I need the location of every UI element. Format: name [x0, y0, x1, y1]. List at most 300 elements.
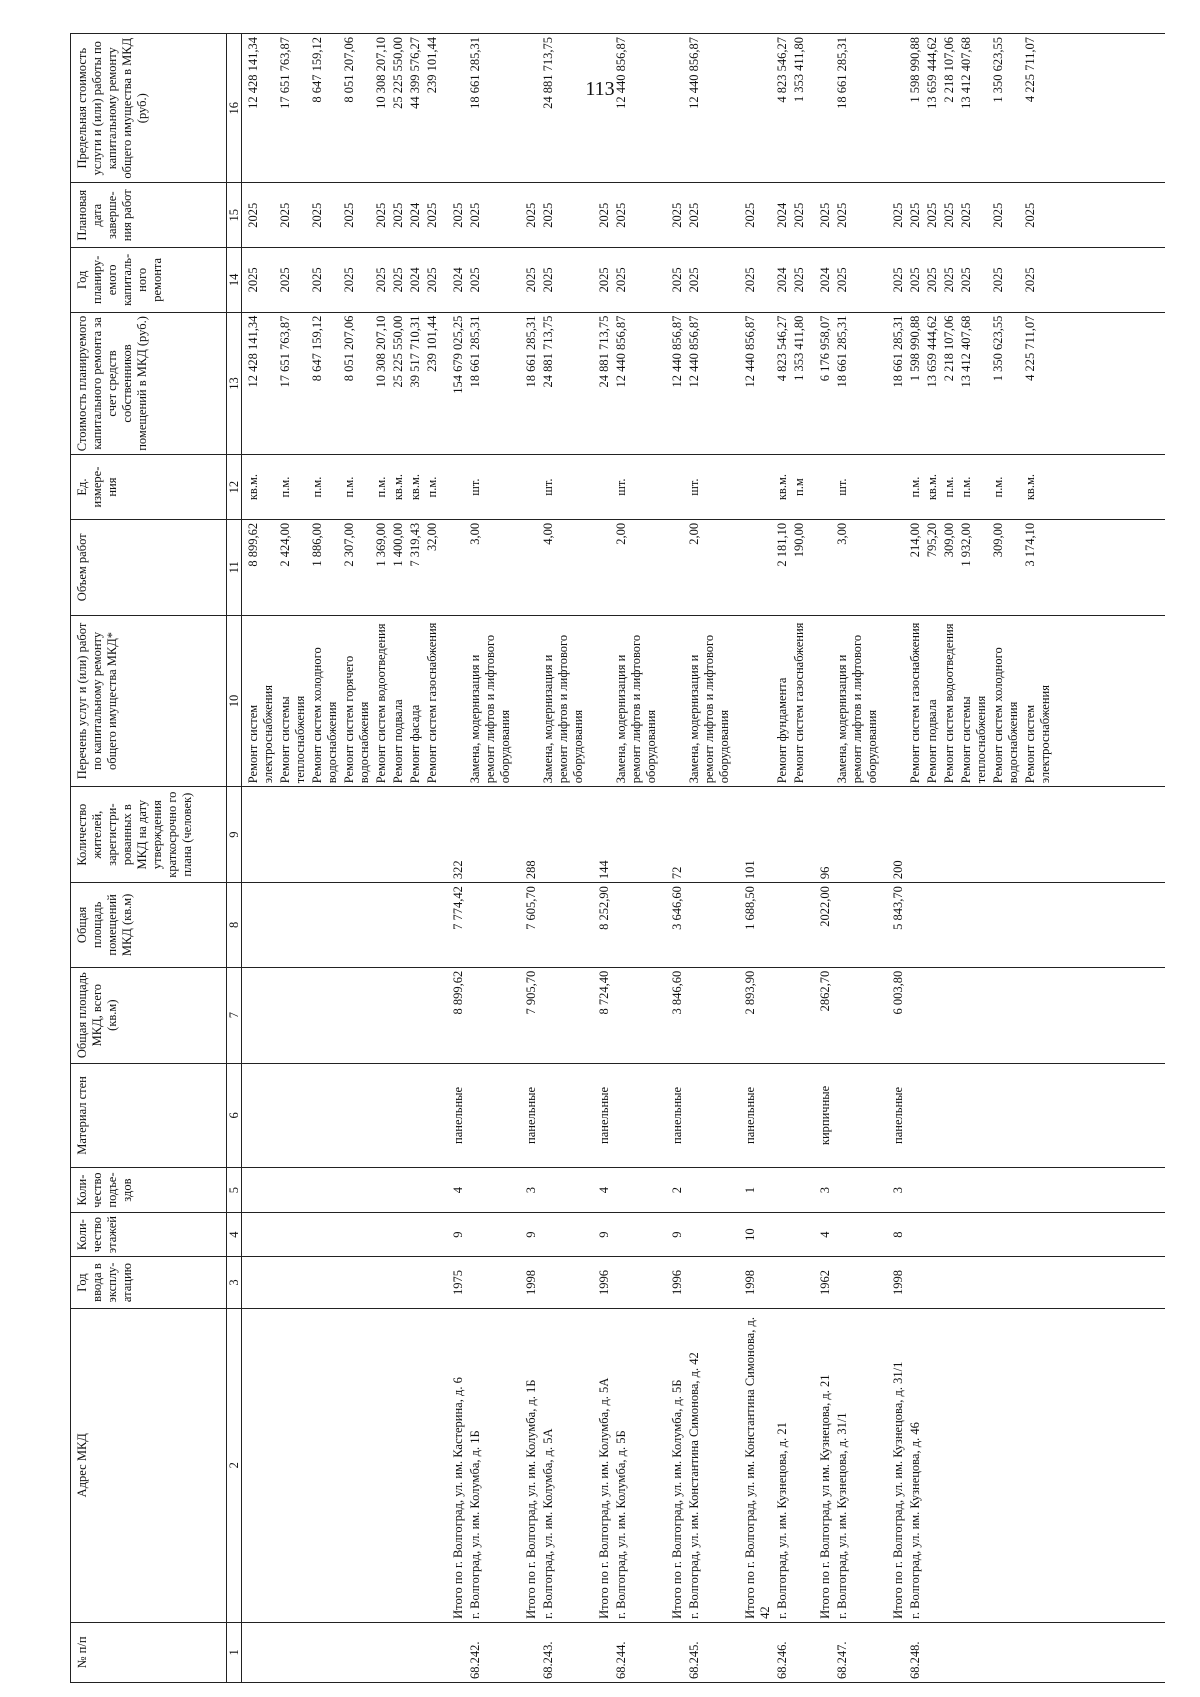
wall-material: панельные [441, 1063, 467, 1168]
row-number: 68.245. [686, 1622, 733, 1682]
column-number: 4 [227, 1212, 242, 1257]
wall-material [686, 1063, 733, 1168]
wall-material: панельные [660, 1063, 686, 1168]
total-area [686, 967, 733, 1063]
planned-cost: 17 651 763,87 [277, 312, 309, 455]
wall-material [277, 1063, 309, 1168]
column-number: 13 [227, 312, 242, 455]
commission-year [924, 1257, 941, 1308]
wall-material [540, 1063, 587, 1168]
planned-cost: 8 647 159,12 [309, 312, 341, 455]
entrances-count [941, 1168, 958, 1213]
entrances-count [924, 1168, 941, 1213]
row-number [881, 1622, 907, 1682]
completion-date: 2025 [277, 183, 309, 248]
cost-limit: 1 598 990,88 [907, 34, 924, 183]
row-number: 68.244. [613, 1622, 660, 1682]
unit: кв.м. [390, 455, 407, 520]
row-number [441, 1622, 467, 1682]
entrances-count [424, 1168, 441, 1213]
residents-count: 144 [587, 787, 613, 883]
entrances-count: 1 [733, 1168, 774, 1213]
work-type: Ремонт системы теплоснабжения [277, 615, 309, 787]
entrances-count [407, 1168, 424, 1213]
total-area [941, 967, 958, 1063]
commission-year [941, 1257, 958, 1308]
floors-count: 10 [733, 1212, 774, 1257]
total-area: 7 905,70 [514, 967, 540, 1063]
planned-cost: 13 659 444,62 [924, 312, 941, 455]
repair-year: 2025 [791, 248, 808, 313]
row-number: 68.248. [907, 1622, 924, 1682]
work-type: Ремонт систем электроснабжения [242, 615, 278, 787]
repair-year: 2025 [467, 248, 514, 313]
address [924, 1308, 941, 1622]
total-area [990, 967, 1022, 1063]
row-number [958, 1622, 990, 1682]
residents-count [309, 787, 341, 883]
work-volume: 1 886,00 [309, 519, 341, 615]
residents-count [277, 787, 309, 883]
cost-limit: 1 353 411,80 [791, 34, 808, 183]
column-header: Перечень услуг и (или) работ по капитальному ремонту общего имущества МКД* [71, 615, 227, 787]
work-volume: 214,00 [907, 519, 924, 615]
completion-date: 2025 [540, 183, 587, 248]
total-area [958, 967, 990, 1063]
filler-cell [1054, 1168, 1165, 1213]
commission-year [373, 1257, 390, 1308]
total-area: 2862,70 [808, 967, 834, 1063]
residents-count [924, 787, 941, 883]
repair-year: 2025 [990, 248, 1022, 313]
planned-cost: 2 218 107,06 [941, 312, 958, 455]
residents-count [613, 787, 660, 883]
unit [881, 455, 907, 520]
floors-count [774, 1212, 791, 1257]
filler-cell [1054, 34, 1165, 183]
work-type: Замена, модернизация и ремонт лифтов и лифтового оборудования [613, 615, 660, 787]
row-number [941, 1622, 958, 1682]
wall-material [791, 1063, 808, 1168]
floors-count [390, 1212, 407, 1257]
repair-year: 2025 [309, 248, 341, 313]
table-row [309, 34, 341, 1683]
filler-cell [1054, 183, 1165, 248]
premises-area: 7 605,70 [514, 883, 540, 968]
column-number: 1 [227, 1622, 242, 1682]
unit: шт. [467, 455, 514, 520]
commission-year [242, 1257, 278, 1308]
residents-count [990, 787, 1022, 883]
completion-date: 2025 [834, 183, 881, 248]
cost-limit: 13 412 407,68 [958, 34, 990, 183]
work-type [660, 615, 686, 787]
unit: шт. [540, 455, 587, 520]
premises-area: 5 843,70 [881, 883, 907, 968]
commission-year [309, 1257, 341, 1308]
row-number [660, 1622, 686, 1682]
unit: кв.м. [774, 455, 791, 520]
unit [587, 455, 613, 520]
completion-date: 2025 [514, 183, 540, 248]
address: г. Волгоград, ул. им. Кузнецова, д. 46 [907, 1308, 924, 1622]
cost-limit [660, 34, 686, 183]
floors-count: 9 [441, 1212, 467, 1257]
column-number: 15 [227, 183, 242, 248]
repair-year: 2025 [941, 248, 958, 313]
filler-cell [1054, 787, 1165, 883]
entrances-count [309, 1168, 341, 1213]
residents-count [424, 787, 441, 883]
address [242, 1308, 278, 1622]
premises-area: 8 252,90 [587, 883, 613, 968]
total-area [1022, 967, 1054, 1063]
repair-year: 2025 [686, 248, 733, 313]
column-header: Плановая дата заверше-ния работ [71, 183, 227, 248]
premises-area [958, 883, 990, 968]
work-volume [587, 519, 613, 615]
header-row [71, 34, 227, 1683]
commission-year [990, 1257, 1022, 1308]
total-area [907, 967, 924, 1063]
residents-count [907, 787, 924, 883]
residents-count: 101 [733, 787, 774, 883]
unit: п.м. [373, 455, 390, 520]
unit: п.м [791, 455, 808, 520]
unit: кв.м. [1022, 455, 1054, 520]
total-area: 8 899,62 [441, 967, 467, 1063]
entrances-count [1022, 1168, 1054, 1213]
premises-area [390, 883, 407, 968]
work-volume: 309,00 [941, 519, 958, 615]
residents-count [941, 787, 958, 883]
entrances-count: 4 [441, 1168, 467, 1213]
work-volume: 2 181,10 [774, 519, 791, 615]
residents-count [373, 787, 390, 883]
premises-area [613, 883, 660, 968]
work-type: Ремонт систем водоотведения [373, 615, 390, 787]
work-volume [514, 519, 540, 615]
premises-area [242, 883, 278, 968]
planned-cost: 239 101,44 [424, 312, 441, 455]
total-area: 8 724,40 [587, 967, 613, 1063]
planned-cost: 1 598 990,88 [907, 312, 924, 455]
cost-limit [587, 34, 613, 183]
entrances-count: 3 [881, 1168, 907, 1213]
entrances-count [958, 1168, 990, 1213]
row-number [1022, 1622, 1054, 1682]
column-header: Материал стен [71, 1063, 227, 1168]
repair-year: 2025 [341, 248, 373, 313]
row-number: 68.242. [467, 1622, 514, 1682]
planned-cost: 12 440 856,87 [733, 312, 774, 455]
row-number [390, 1622, 407, 1682]
wall-material [924, 1063, 941, 1168]
work-volume: 3,00 [467, 519, 514, 615]
cost-limit: 239 101,44 [424, 34, 441, 183]
work-volume: 8 899,62 [242, 519, 278, 615]
completion-date: 2025 [990, 183, 1022, 248]
work-type: Ремонт подвала [390, 615, 407, 787]
column-number: 3 [227, 1257, 242, 1308]
unit: п.м. [309, 455, 341, 520]
repair-year: 2025 [1022, 248, 1054, 313]
table-row [774, 34, 791, 1683]
rotated-table-wrapper [70, 33, 1165, 1683]
repair-year: 2025 [958, 248, 990, 313]
wall-material [309, 1063, 341, 1168]
commission-year [791, 1257, 808, 1308]
address [277, 1308, 309, 1622]
work-volume: 1 400,00 [390, 519, 407, 615]
planned-cost: 18 661 285,31 [467, 312, 514, 455]
repair-year: 2025 [540, 248, 587, 313]
work-type [881, 615, 907, 787]
work-type: Ремонт подвала [924, 615, 941, 787]
address: г. Волгоград, ул. им. Константина Симонова, д. 42 [686, 1308, 733, 1622]
row-number [309, 1622, 341, 1682]
planned-cost: 8 051 207,06 [341, 312, 373, 455]
column-number: 12 [227, 455, 242, 520]
work-volume [733, 519, 774, 615]
premises-area: 7 774,42 [441, 883, 467, 968]
cost-limit: 18 661 285,31 [834, 34, 881, 183]
cost-limit: 44 399 576,27 [407, 34, 424, 183]
column-header: № п/п [71, 1622, 227, 1682]
address [941, 1308, 958, 1622]
total-area [277, 967, 309, 1063]
repair-year: 2025 [660, 248, 686, 313]
completion-date: 2025 [686, 183, 733, 248]
column-number: 11 [227, 519, 242, 615]
residents-count: 72 [660, 787, 686, 883]
commission-year [774, 1257, 791, 1308]
cost-limit: 8 051 207,06 [341, 34, 373, 183]
row-number [990, 1622, 1022, 1682]
unit: п.м. [990, 455, 1022, 520]
premises-area [467, 883, 514, 968]
column-number: 2 [227, 1308, 242, 1622]
filler-cell [1054, 1308, 1165, 1622]
table-row [990, 34, 1022, 1683]
completion-date: 2024 [774, 183, 791, 248]
work-type: Замена, модернизация и ремонт лифтов и лифтового оборудования [686, 615, 733, 787]
residents-count: 96 [808, 787, 834, 883]
column-number: 8 [227, 883, 242, 968]
column-header: Объем работ [71, 519, 227, 615]
premises-area [834, 883, 881, 968]
repair-year: 2024 [808, 248, 834, 313]
entrances-count [791, 1168, 808, 1213]
cost-limit: 10 308 207,10 [373, 34, 390, 183]
commission-year [613, 1257, 660, 1308]
premises-area [309, 883, 341, 968]
wall-material [834, 1063, 881, 1168]
entrances-count [834, 1168, 881, 1213]
column-header: Количество жителей, зарегистри-рованных в МКД на дату утверждения краткосрочно го плана (человек) [71, 787, 227, 883]
total-area [424, 967, 441, 1063]
premises-area: 1 688,50 [733, 883, 774, 968]
total-area [390, 967, 407, 1063]
floors-count [540, 1212, 587, 1257]
floors-count [686, 1212, 733, 1257]
column-number: 10 [227, 615, 242, 787]
entrances-count: 2 [660, 1168, 686, 1213]
column-header: Адрес МКД [71, 1308, 227, 1622]
work-volume [660, 519, 686, 615]
total-area [924, 967, 941, 1063]
unit [733, 455, 774, 520]
work-type: Ремонт систем горячего водоснабжения [341, 615, 373, 787]
filler-cell [1054, 1622, 1165, 1682]
premises-area [341, 883, 373, 968]
premises-area: 3 646,60 [660, 883, 686, 968]
planned-cost: 4 225 711,07 [1022, 312, 1054, 455]
residents-count [1022, 787, 1054, 883]
completion-date: 2025 [242, 183, 278, 248]
cost-limit [514, 34, 540, 183]
table-row [407, 34, 424, 1683]
total-row [881, 34, 907, 1683]
cost-limit [733, 34, 774, 183]
column-header: Общая площадь помещений МКД (кв.м) [71, 883, 227, 968]
total-area [407, 967, 424, 1063]
entrances-count [686, 1168, 733, 1213]
entrances-count [613, 1168, 660, 1213]
work-type: Ремонт систем водоотведения [941, 615, 958, 787]
address: Итого по г. Волгоград, ул. им. Колумба, д. 5А [587, 1308, 613, 1622]
page-number: 113 [585, 78, 615, 100]
commission-year: 1998 [881, 1257, 907, 1308]
cost-limit: 4 225 711,07 [1022, 34, 1054, 183]
total-area: 2 893,90 [733, 967, 774, 1063]
wall-material [467, 1063, 514, 1168]
row-number: 68.247. [834, 1622, 881, 1682]
premises-area [990, 883, 1022, 968]
floors-count [834, 1212, 881, 1257]
total-area [834, 967, 881, 1063]
premises-area [941, 883, 958, 968]
completion-date: 2025 [791, 183, 808, 248]
unit: п.м. [958, 455, 990, 520]
work-type: Замена, модернизация и ремонт лифтов и лифтового оборудования [540, 615, 587, 787]
wall-material: кирпичные [808, 1063, 834, 1168]
row-number [424, 1622, 441, 1682]
address: г. Волгоград, ул. им. Кузнецова, д. 31/1 [834, 1308, 881, 1622]
planned-cost: 1 353 411,80 [791, 312, 808, 455]
work-type: Ремонт систем электроснабжения [1022, 615, 1054, 787]
floors-count [990, 1212, 1022, 1257]
premises-area [277, 883, 309, 968]
total-area: 6 003,80 [881, 967, 907, 1063]
filler-cell [1054, 248, 1165, 313]
unit: п.м. [424, 455, 441, 520]
completion-date: 2025 [613, 183, 660, 248]
table-body [242, 34, 1166, 1683]
cost-limit: 1 350 623,55 [990, 34, 1022, 183]
unit [660, 455, 686, 520]
wall-material [341, 1063, 373, 1168]
premises-area [1022, 883, 1054, 968]
planned-cost: 12 428 141,34 [242, 312, 278, 455]
unit [441, 455, 467, 520]
table-row [834, 34, 881, 1683]
commission-year [907, 1257, 924, 1308]
floors-count: 9 [587, 1212, 613, 1257]
total-area [373, 967, 390, 1063]
entrances-count [907, 1168, 924, 1213]
column-header: Коли-чество подъе-здов [71, 1168, 227, 1213]
residents-count [686, 787, 733, 883]
column-header: Предельная стоимость услуги и (или) работы по капитальному ремонту общего имущества в МКД (руб.) [71, 34, 227, 183]
work-type [587, 615, 613, 787]
entrances-count [540, 1168, 587, 1213]
commission-year [390, 1257, 407, 1308]
entrances-count [277, 1168, 309, 1213]
wall-material [1022, 1063, 1054, 1168]
repair-year: 2025 [424, 248, 441, 313]
table-row [924, 34, 941, 1683]
entrances-count [774, 1168, 791, 1213]
work-volume: 4,00 [540, 519, 587, 615]
residents-count [390, 787, 407, 883]
work-type: Ремонт систем холодного водоснабжения [309, 615, 341, 787]
address [958, 1308, 990, 1622]
work-type: Ремонт систем газоснабжения [907, 615, 924, 787]
filler-cell [1054, 615, 1165, 787]
column-number: 14 [227, 248, 242, 313]
entrances-count [990, 1168, 1022, 1213]
cost-limit: 4 823 546,27 [774, 34, 791, 183]
residents-count [341, 787, 373, 883]
work-volume: 3,00 [834, 519, 881, 615]
cost-limit: 2 218 107,06 [941, 34, 958, 183]
commission-year: 1975 [441, 1257, 467, 1308]
filler-cell [1054, 883, 1165, 968]
total-area [613, 967, 660, 1063]
floors-count: 9 [514, 1212, 540, 1257]
repair-year: 2025 [733, 248, 774, 313]
commission-year: 1996 [660, 1257, 686, 1308]
work-type: Ремонт фасада [407, 615, 424, 787]
planned-cost: 6 176 958,07 [808, 312, 834, 455]
repair-year: 2025 [881, 248, 907, 313]
repair-year: 2025 [834, 248, 881, 313]
total-area [540, 967, 587, 1063]
floors-count [309, 1212, 341, 1257]
wall-material: панельные [587, 1063, 613, 1168]
filler-cell [1054, 312, 1165, 455]
work-volume: 2,00 [613, 519, 660, 615]
work-type [808, 615, 834, 787]
filler-cell [1054, 455, 1165, 520]
planned-cost: 18 661 285,31 [834, 312, 881, 455]
entrances-count: 4 [587, 1168, 613, 1213]
column-number: 9 [227, 787, 242, 883]
completion-date: 2025 [1022, 183, 1054, 248]
wall-material [242, 1063, 278, 1168]
cost-limit: 18 661 285,31 [467, 34, 514, 183]
column-header: Год планиру-емого капиталь-ного ремонта [71, 248, 227, 313]
commission-year [467, 1257, 514, 1308]
column-header: Ед. измере-ния [71, 455, 227, 520]
repair-year: 2025 [907, 248, 924, 313]
work-type [733, 615, 774, 787]
premises-area [540, 883, 587, 968]
wall-material [390, 1063, 407, 1168]
planned-cost: 1 350 623,55 [990, 312, 1022, 455]
unit: шт. [613, 455, 660, 520]
